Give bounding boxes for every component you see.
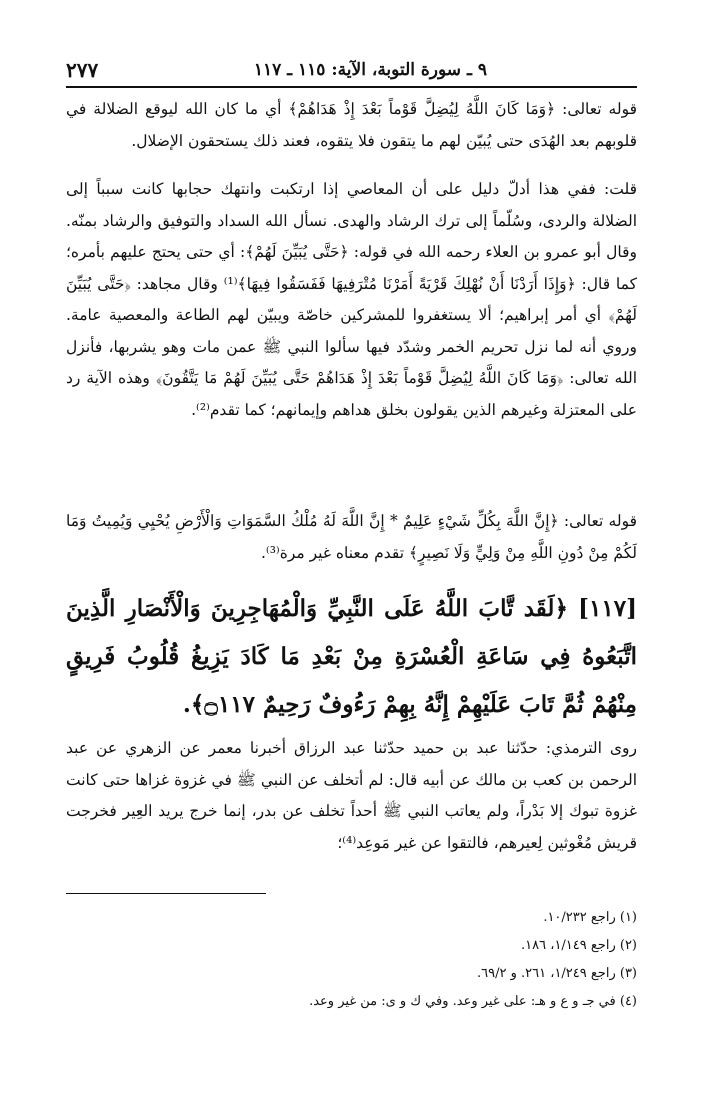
footnote-1: (١) راجع ١٠/٢٣٢.: [543, 910, 637, 925]
paragraph-1: قوله تعالى: ﴿وَمَا كَانَ اللَّهُ لِيُضِلَّ قَوْماً بَعْدَ إِذْ هَدَاهُمْ﴾ أي ما كان الله ليوقع الضلالة في قلوبهم بعد الهُدَى حتى يُبيّن لهم ما يتقون فلا يتقوه، فعند ذلك يستحقون الإضلال.: [66, 100, 637, 150]
footnote-4: (٤) في جـ و ع و هـ: على غير وعد. وفي ك و ى: من غير وعد.: [309, 994, 637, 1009]
paragraph-3: قوله تعالى: ﴿إِنَّ اللَّهَ بِكُلِّ شَيْءٍ عَلِيمٌ * إِنَّ اللَّهَ لَهُ مُلْكُ السَّمَوَاتِ وَالْأَرْضِ يُحْيِي وَيُمِيتُ وَمَا لَكُمْ مِنْ دُونِ اللَّهِ مِنْ وَلِيٍّ وَلَا نَصِيرٍ﴾ تقدم معناه غير مرة⁽³⁾.: [66, 512, 637, 562]
running-title: ٩ ـ سورة التوبة، الآية: ١١٥ ـ ١١٧: [253, 60, 487, 80]
page-number: ٢٧٧: [66, 58, 99, 82]
paragraph-2: قلت: ففي هذا أدلّ دليل على أن المعاصي إذا ارتكبت وانتهك حجابها كانت سبباً إلى الضلالة والردى، وسُلّماً إلى ترك الرشاد والهدى. نسأل الله السداد والتوفيق والرشاد بمنّه. وقال أبو عمرو بن العلاء رحمه الله في قوله: ﴿حَتَّى يُبَيِّنَ لَهُمْ﴾: أي حتى يحتج عليهم بأمره؛ كما قال: ﴿وَإِذَا أَرَدْنَا أَنْ نُهْلِكَ قَرْيَةً أَمَرْنَا مُتْرَفِيهَا فَفَسَقُوا فِيهَا﴾⁽¹⁾ وقال مجاهد: ﴿حَتَّى يُبَيِّنَ لَهُمْ﴾ أي أمر إبراهيم؛ ألا يستغفروا للمشركين خاصّة ويبيّن لهم الطاعة والمعصية عامة. وروي أنه لما نزل تحريم الخمر وشدّد فيها سألوا النبي ﷺ عمن مات وهو يشربها، فأنزل الله تعالى: ﴿وَمَا كَانَ اللَّهُ لِيُضِلَّ قَوْماً بَعْدَ إِذْ هَدَاهُمْ حَتَّى يُبَيِّنَ لَهُمْ مَا يَتَّقُونَ﴾ وهذه الآية رد على المعتزلة وغيرهم الذين يقولون بخلق هداهم وإيمانهم؛ كما تقدم⁽²⁾.: [66, 180, 637, 419]
footnotes: [66, 904, 637, 1016]
footnote-2: (٢) راجع ١/١٤٩، ١٨٦.: [521, 938, 637, 953]
page-header: [66, 56, 637, 88]
narration-paragraph: روى الترمذي: حدّثنا عبد بن حميد حدّثنا عبد الرزاق أخبرنا معمر عن الزهري عن عبد الرحمن بن كعب بن مالك عن أبيه قال: لم أتخلف عن النبي ﷺ في غزوة غزاها حتى كانت غزوة تبوك إلا بَدْراً، ولم يعاتب النبي ﷺ أحداً تخلف عن بدر، إنما خرج يريد العِير فخرجت قريش مُغْوثين لِعيرهم، فالتقوا عن غير مَوعِد⁽⁴⁾؛: [66, 739, 637, 852]
footnote-divider: [66, 893, 266, 894]
quran-verse-117: [١١٧] ﴿لَقَد تَّابَ اللَّهُ عَلَى النَّبِيِّ وَالْمُهَاجِرِينَ وَالْأَنْصَارِ الَّذِينَ اتَّبَعُوهُ فِي سَاعَةِ الْعُسْرَةِ مِنْ بَعْدِ مَا كَادَ يَزِيغُ قُلُوبُ فَرِيقٍ مِنْهُمْ ثُمَّ تَابَ عَلَيْهِمْ إِنَّهُ بِهِمْ رَءُوفٌ رَحِيمٌ ۝١١٧﴾.: [66, 595, 637, 718]
footnote-3: (٣) راجع ١/٢٤٩، ٢٦١. و ٦٩/٢.: [477, 966, 637, 981]
